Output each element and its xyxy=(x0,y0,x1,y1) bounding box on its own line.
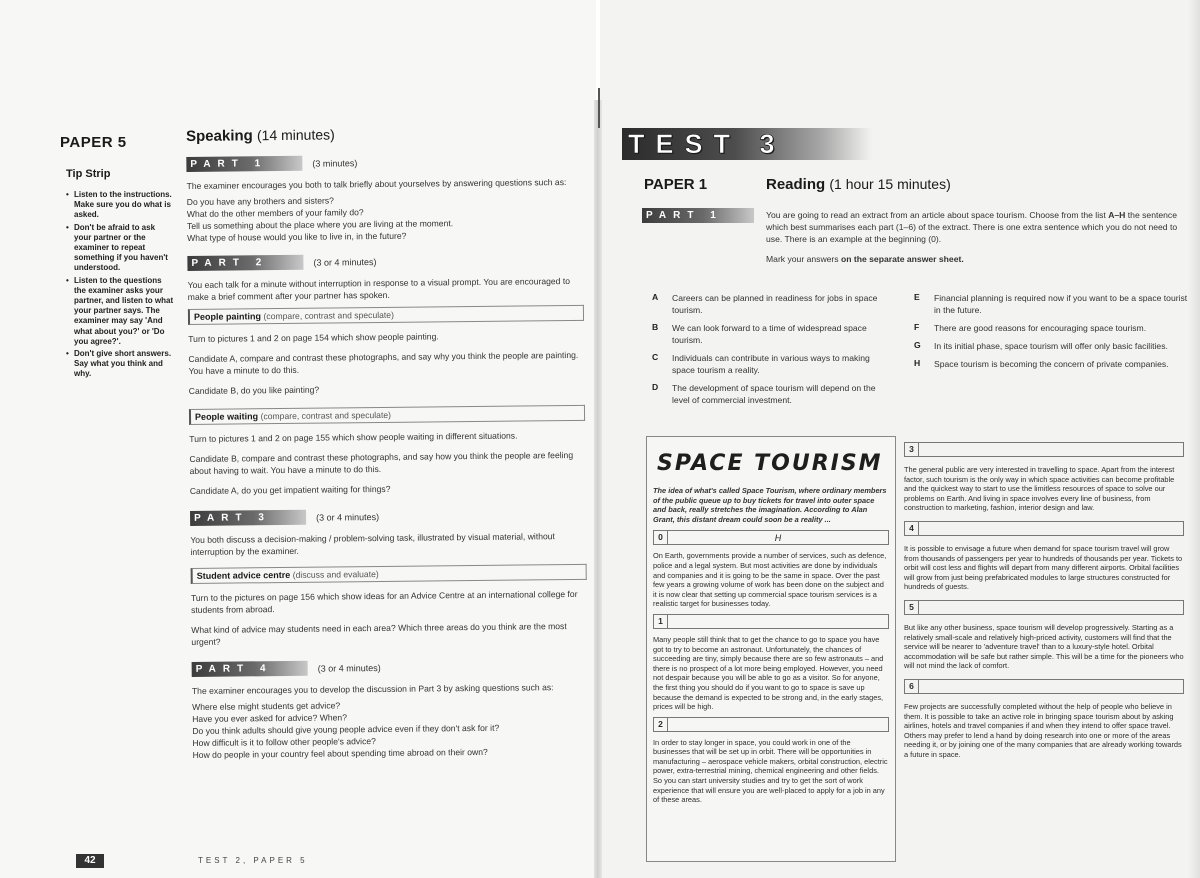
article-paragraph: Many people still think that to get the chance to go to space you have got to try to become an astronaut. Unfortunately, the chances of succeeding are tiny, simply because there are so few astronauts – and there is no prospect of a lot more being employed. However, you need not despair because you will be able to go as a visitor. So for anyone, the first thing you should do if you want to go to space is save up because the demand is expected to be strong and, in the early stages, prices will be high. xyxy=(653,634,884,712)
tip-list xyxy=(66,190,174,380)
example-gap: 0 H xyxy=(653,530,889,545)
part-time: (3 or 4 minutes) xyxy=(317,662,381,674)
answer-gap[interactable]: 4 xyxy=(904,521,1184,536)
article-lead: The idea of what's called Space Tourism, where ordinary members of the public queue up to buy tickets for travel into outer space and back, really stretches the imagination. According to Alan Grant, this distant dream could soon be a reality ... xyxy=(653,486,887,524)
answer-gap[interactable]: 3 xyxy=(904,442,1184,457)
question: What type of house would you like to live in, in the future? xyxy=(187,230,407,243)
part-intro: You both discuss a decision-making / problem-solving task, illustrated by visual material, without interruption by the examiner. xyxy=(190,531,555,557)
option-item: G In its initial phase, space tourism will offer only basic facilities. xyxy=(914,340,1168,351)
options-right xyxy=(914,292,1194,376)
section-title: Speaking (14 minutes) xyxy=(186,126,335,145)
option-item: A Careers can be planned in readiness for jobs in space tourism. xyxy=(652,292,878,315)
paper-label: PAPER 1 xyxy=(644,176,708,193)
task-line: Turn to pictures 1 and 2 on page 154 which show people painting. xyxy=(188,331,439,344)
article-title: SPACE TOURISM xyxy=(657,451,883,476)
article-paragraph: In order to stay longer in space, you could work in one of the businesses that will be set up in orbit. There will be opportunities in manufacturing – aerospace vehicle makers, orbital construction, electric power, extra-terrestrial mining, chemical engineering and other fields. So you can start university studies and try to get the sort of work experience that will ensure you are well-placed to apply for a job in any of these areas. xyxy=(653,737,888,805)
speaking-column xyxy=(186,124,593,761)
paper-label: PAPER 5 xyxy=(60,134,127,151)
answer-gap[interactable]: 1 xyxy=(653,614,889,629)
answer-gap[interactable]: 5 xyxy=(904,600,1184,615)
article-continued xyxy=(904,442,1186,759)
option-item: B We can look forward to a time of widespread space tourism. xyxy=(652,322,867,345)
section-title: Reading (1 hour 15 minutes) xyxy=(766,176,951,193)
part-4-header xyxy=(192,658,592,677)
article-paragraph: Few projects are successfully completed without the help of people who believe in them. It is possible to take an active role in bringing space tourism about by asking airlines, hotels and travel companies if and when they intend to offer space travel. Others may prefer to lend a hand by doing research into one or more of the areas needing it, or by joining one of the many companies that are already working towards a future in space. xyxy=(904,701,1182,759)
page-edge-shade xyxy=(1188,0,1200,878)
part-intro: The examiner encourages you to develop the discussion in Part 3 by asking questions such as: xyxy=(191,682,554,696)
options-left xyxy=(652,292,884,412)
option-item: C Individuals can contribute in various ways to making space tourism a reality. xyxy=(652,352,870,375)
task-heading: Student advice centre (discuss and evaluate) xyxy=(191,564,587,584)
article-paragraph: It is possible to envisage a future when demand for space tourism travel will grow from thousands of passengers per year to hundreds of thousands per year. Tickets to orbit will cost less and flights will depart from many different airports. Orbital facilities will grow from just being prefabricated modules to large structures constructed for hundreds of guests. xyxy=(904,543,1183,592)
task-line: Candidate B, do you like painting? xyxy=(188,384,320,396)
option-item: E Financial planning is required now if you want to be a space tourist in the future. xyxy=(914,292,1188,315)
example-answer: H xyxy=(774,532,782,543)
part-intro: You each talk for a minute without interruption in response to a visual prompt. You are encouraged to make a brief comment after your partner has spoken. xyxy=(187,275,571,302)
question: Have you ever asked for advice? When? xyxy=(192,712,348,724)
option-item: H Space tourism is becoming the concern of private companies. xyxy=(914,358,1169,369)
part-time: (3 or 4 minutes) xyxy=(313,256,377,268)
article-paragraph: But like any other business, space tourism will develop progressively. Starting as a relatively small-scale and relatively high-priced activity, customers will find that the service will be nearer to 'adventure travel' than to a luxury-style hotel. Orbital accommodation will be safe but rather simple. This will be a time for the pioneers who will not mind the lack of comfort. xyxy=(904,622,1184,671)
page-number: 42 xyxy=(76,854,104,868)
question: Tell us something about the place where you are living at the moment. xyxy=(186,218,454,231)
article-paragraph: The general public are very interested in travelling to space. Apart from the interest factor, such tourism is the only way in which space activities can become profitable and the quickest way to start to use the limitless resources of space to solve our problems on Earth. And living in space involves every line of business, from construction to marketing, fashion, interior design and law. xyxy=(904,465,1175,513)
part-1-header xyxy=(186,153,586,172)
answer-gap[interactable]: 6 xyxy=(904,679,1184,694)
part-badge: PART 2 xyxy=(187,255,303,271)
test-banner: TEST 3 xyxy=(622,128,872,160)
part-intro: The examiner encourages you both to talk briefly about yourselves by answering questions such as: xyxy=(186,177,567,191)
article-paragraph: On Earth, governments provide a number of services, such as defence, police and a legal system. But most activities are done by individuals and companies and it is going to be the same in space. Over the past few years a growing volume of work has been done on the subject and it is now clear that setting up commercial space tourism services is a realistic target for businesses today. xyxy=(653,551,887,609)
question: Do you have any brothers and sisters? xyxy=(186,195,334,207)
answer-gap[interactable]: 2 xyxy=(653,717,889,732)
tip-item: • Don't be afraid to ask your partner or the examiner to repeat something if you haven't understood. xyxy=(66,223,174,274)
reading-instructions: You are going to read an extract from an article about space tourism. Choose from the list A–H the sentence which best summarises each part (1–6) of the extract. There is one extra sentence which you do not need to use. There is an example at the beginning (0). Mark your answers on the separate answer sheet. xyxy=(766,209,1186,265)
part-time: (3 or 4 minutes) xyxy=(316,511,380,523)
tip-item: • Listen to the instructions. Make sure you do what is asked. xyxy=(66,190,174,221)
task-line: Turn to pictures 1 and 2 on page 155 which show people waiting in different situations. xyxy=(189,430,518,444)
part-badge: PART 4 xyxy=(192,661,308,677)
tip-strip xyxy=(66,168,174,382)
task-heading: People waiting (compare, contrast and speculate) xyxy=(189,405,585,425)
task-heading: People painting (compare, contrast and speculate) xyxy=(188,305,584,325)
part-time: (3 minutes) xyxy=(312,157,358,169)
task-line: Candidate A, do you get impatient waiting for things? xyxy=(189,483,391,496)
tip-item: • Listen to the questions the examiner asks your partner, and listen to what your partner says. The examiner may say 'And what about you?' or 'Do you agree?'. xyxy=(66,276,174,347)
tip-item: • Don't give short answers. Say what you think and why. xyxy=(66,349,174,380)
article-box xyxy=(646,436,896,862)
question: Do you think adults should give young people advice even if they don't ask for it? xyxy=(192,722,500,736)
option-item: D The development of space tourism will depend on the level of commercial investment. xyxy=(652,382,876,405)
gutter-mark xyxy=(598,88,600,128)
task-line: Turn to the pictures on page 156 which show ideas for an Advice Centre at an international college for students from abroad. xyxy=(190,588,578,615)
part-badge: PART 1 xyxy=(186,156,302,172)
task-line: Candidate B, compare and contrast these photographs, and say how you think the people are feeling about having to wait. You have a minute to do this. xyxy=(189,449,574,476)
tip-strip-heading: Tip Strip xyxy=(66,168,111,180)
question: Where else might students get advice? xyxy=(192,700,341,712)
part-3-header xyxy=(190,507,590,526)
part-badge: PART 3 xyxy=(190,510,306,526)
part-2-header xyxy=(187,252,587,271)
task-line: Candidate A, compare and contrast these photographs, and say why you think the people are painting. You have a minute to do this. xyxy=(188,349,579,376)
page-footer: TEST 2, PAPER 5 xyxy=(198,856,308,865)
question: What do the other members of your family do? xyxy=(186,207,364,219)
question: How difficult is it to follow other people's advice? xyxy=(192,736,376,748)
book-gutter xyxy=(594,100,602,878)
option-item: F There are good reasons for encouraging space tourism. xyxy=(914,322,1147,333)
task-line: What kind of advice may students need in each area? Which three areas do you think are the most urgent? xyxy=(191,621,567,647)
part-badge: PART 1 xyxy=(642,208,754,223)
question: How do people in your country feel about spending time abroad on their own? xyxy=(192,746,488,760)
answer-sheet-note: Mark your answers on the separate answer sheet. xyxy=(766,254,964,264)
